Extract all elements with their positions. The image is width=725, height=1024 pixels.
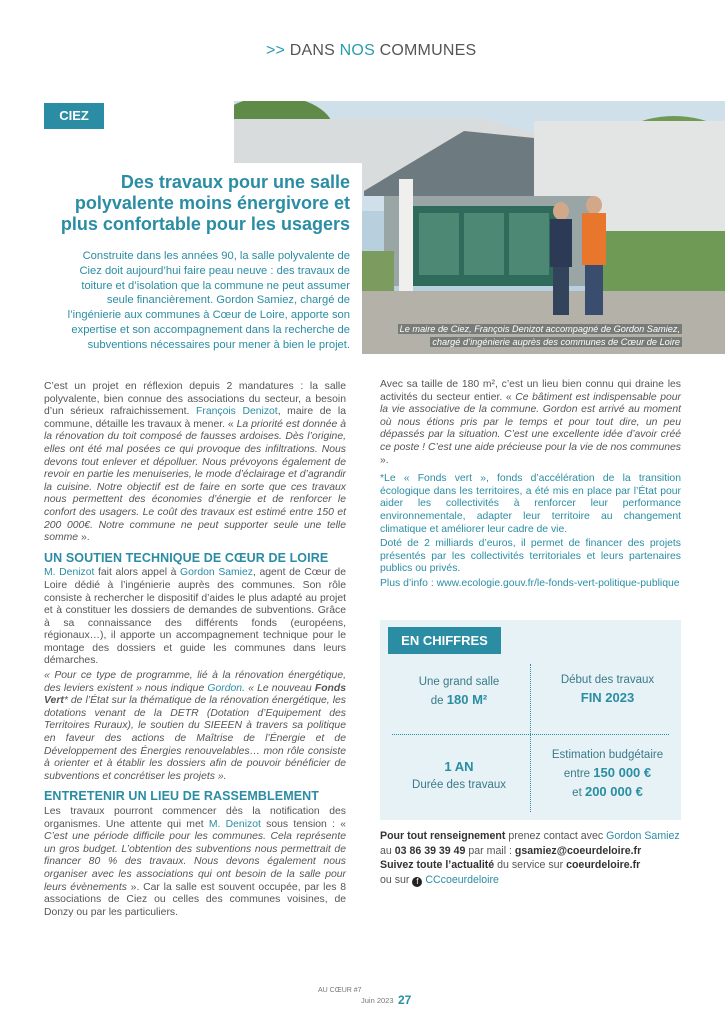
- paragraph: M. Denizot fait alors appel à Gordon Samiez, agent de Cœur de Loire dédié à l’ingénierie auprès des communes. Son rôle consiste à rechercher le dispositif d’aides le plus adapté au projet et à constituer les dossiers de demandes de subventions. Grâce à sa connaissance des différents fonds (européens, régionaux…), il apporte un accompagnement technique pour le montage des dossiers et guide les communes dans leurs démarches.: [44, 567, 346, 667]
- divider: [530, 664, 531, 812]
- caption-line-2: chargé d’ingénierie auprès des communes de Cœur de Loire: [432, 336, 680, 347]
- person-name: M. Denizot: [208, 818, 261, 830]
- header-word-3: COMMUNES: [379, 42, 477, 59]
- contact-email[interactable]: gsamiez@coeurdeloire.fr: [514, 844, 642, 857]
- facebook-icon: f: [412, 877, 422, 887]
- article-title: Des travaux pour une salle polyvalente moins énergivore et plus confortable pour les usagers: [60, 172, 350, 234]
- subheading-soutien: UN SOUTIEN TECHNIQUE DE CŒUR DE LOIRE: [44, 550, 329, 565]
- right-column: [380, 379, 681, 593]
- section-header: [266, 42, 476, 60]
- person-name: Gordon: [207, 682, 243, 694]
- website-link[interactable]: coeurdeloire.fr: [566, 859, 641, 871]
- person-name: M. Denizot: [44, 567, 95, 579]
- header-word-2: NOS: [339, 42, 375, 59]
- facebook-link[interactable]: CCcoeurdeloire: [425, 873, 499, 886]
- person-name: Gordon Samiez: [180, 567, 253, 579]
- issue-date: Juin 2023: [361, 996, 394, 1005]
- contact-block: Pour tout renseignement prenez contact avec Gordon Samiez au 03 86 39 39 49 par mail : gsamiez@coeurdeloire.fr Suivez toute l’actualité du service sur coeurdeloire.fr ou sur f CCcoeurdeloire: [380, 830, 680, 886]
- stat-salle: Une grand salle de 180 M²: [418, 676, 500, 707]
- contact-name: Gordon Samiez: [606, 830, 680, 842]
- paragraph: « Pour ce type de programme, lié à la rénovation énergétique, des leviers existent » nous indique Gordon. « Le nouveau Fonds Vert* de l’État sur la thématique de la rénovation énergétique, les dotations venant de la DETR (Dotation d’Equipement des Territoires Ruraux), le soutien du SIEEEN à travers sa politique en faveur des actions de Maîtrise de l’Énergie et de Développement des Énergies renouvelables… mon rôle consiste à orienter et à établir les dossiers afin de pouvoir bénéficier de subventions et concrétiser les projets ».: [44, 670, 347, 782]
- info-link[interactable]: Plus d’info : www.ecologie.gouv.fr/le-fonds-vert-politique-publique: [380, 577, 680, 589]
- paragraph: Avec sa taille de 180 m², c’est un lieu bien connu qui draine les activités du secteur entier. « Ce bâtiment est indispensable pour la vie associative de la commune. Gordon est arrivé au moment où nous étions pris par le temps et pour tout dire, un peu dépassés par la situation. C’est une excellente idée d’avoir créé ce poste ! C’est une aide précieuse pour la vie de nos communes ».: [380, 379, 682, 466]
- article-intro: Construite dans les années 90, la salle polyvalente de Ciez doit aujourd’hui faire peau neuve : des travaux de toiture et d’isolation que la commune ne peut assumer seule financièrement. Gordon Samiez, chargé de l’ingénierie aux communes à Cœur de Loire, apporte son expertise et son accompagnement dans la recherche de subventions nécessaires pour mener à bien le projet.: [67, 250, 350, 351]
- chevron-icon: >>: [266, 42, 286, 59]
- left-column: [44, 381, 346, 921]
- stat-debut: Début des travaux FIN 2023: [560, 674, 655, 705]
- commune-tag: CIEZ: [44, 103, 104, 129]
- magazine-name: AU CŒUR #7: [318, 987, 362, 994]
- key-figures-label: EN CHIFFRES: [388, 627, 501, 654]
- fonds-vert-note: *Le « Fonds vert », fonds d’accélération de la transition écologique dans les territoires, a été mis en place par l’État pour aider les collectivités à renforcer leur performance environnementale, adapter leur territoire au changement climatique et améliorer leur cadre de vie. Doté de 2 milliards d’euros, il permet de financer des projets présentés par les collectivités territoriales et leurs partenaires publics ou privés. Plus d’info : www.ecologie.gouv.fr/le-fonds-vert-politique-publique: [380, 473, 681, 589]
- subheading-rassemblement: ENTRETENIR UN LIEU DE RASSEMBLEMENT: [44, 789, 320, 804]
- header-word-1: DANS: [289, 42, 336, 59]
- caption-line-1: Le maire de Ciez, François Denizot accompagné de Gordon Samiez,: [399, 324, 680, 334]
- person-name: François Denizot: [196, 406, 278, 418]
- photo-caption: [379, 323, 682, 348]
- paragraph: C’est un projet en réflexion depuis 2 mandatures : la salle polyvalente, bien connue des associations du secteur, a besoin d’un sérieux rafraichissement. François Denizot, maire de la commune, détaille les travaux à mener. « La priorité est donnée à la rénovation du toit composé de fausses ardoises. Dès l’origine, elles ont été mal posées ce qui provoque des infiltrations. Nous devons tout enlever et dépolluer. Nous prévoyons également de revoir en partie les menuiseries, le mode d’éclairage et d’agrandir la cuisine. Notre objectif est de faire en sorte que ces travaux nous permettent des économies d’énergie et de renforcer le confort des usagers. Le coût des travaux est estimé entre 150 et 200 000€. Notre commune ne peut supporter seule une telle somme ».: [44, 381, 346, 544]
- paragraph: Les travaux pourront commencer dès la notification des organismes. Une attente qui met M. Denizot sous tension : « C’est une période difficile pour les communes. Cela représente un gros budget. L’obtention des subventions nous permettrait de financer 80 % des travaux. Nous devons également nous organiser avec les associations qui ont besoin de la salle pour leurs évènements ». Car la salle est souvent occupée, par les 8 associations de Ciez ou celles des communes voisines, de Donzy ou par les particuliers.: [44, 806, 346, 918]
- contact-phone[interactable]: 03 86 39 39 49: [394, 844, 466, 857]
- stat-duree: 1 AN Durée des travaux: [412, 759, 506, 791]
- page-number: 27: [398, 993, 412, 1007]
- stat-budget: Estimation budgétaire entre 150 000 € et 200 000 €: [551, 749, 664, 799]
